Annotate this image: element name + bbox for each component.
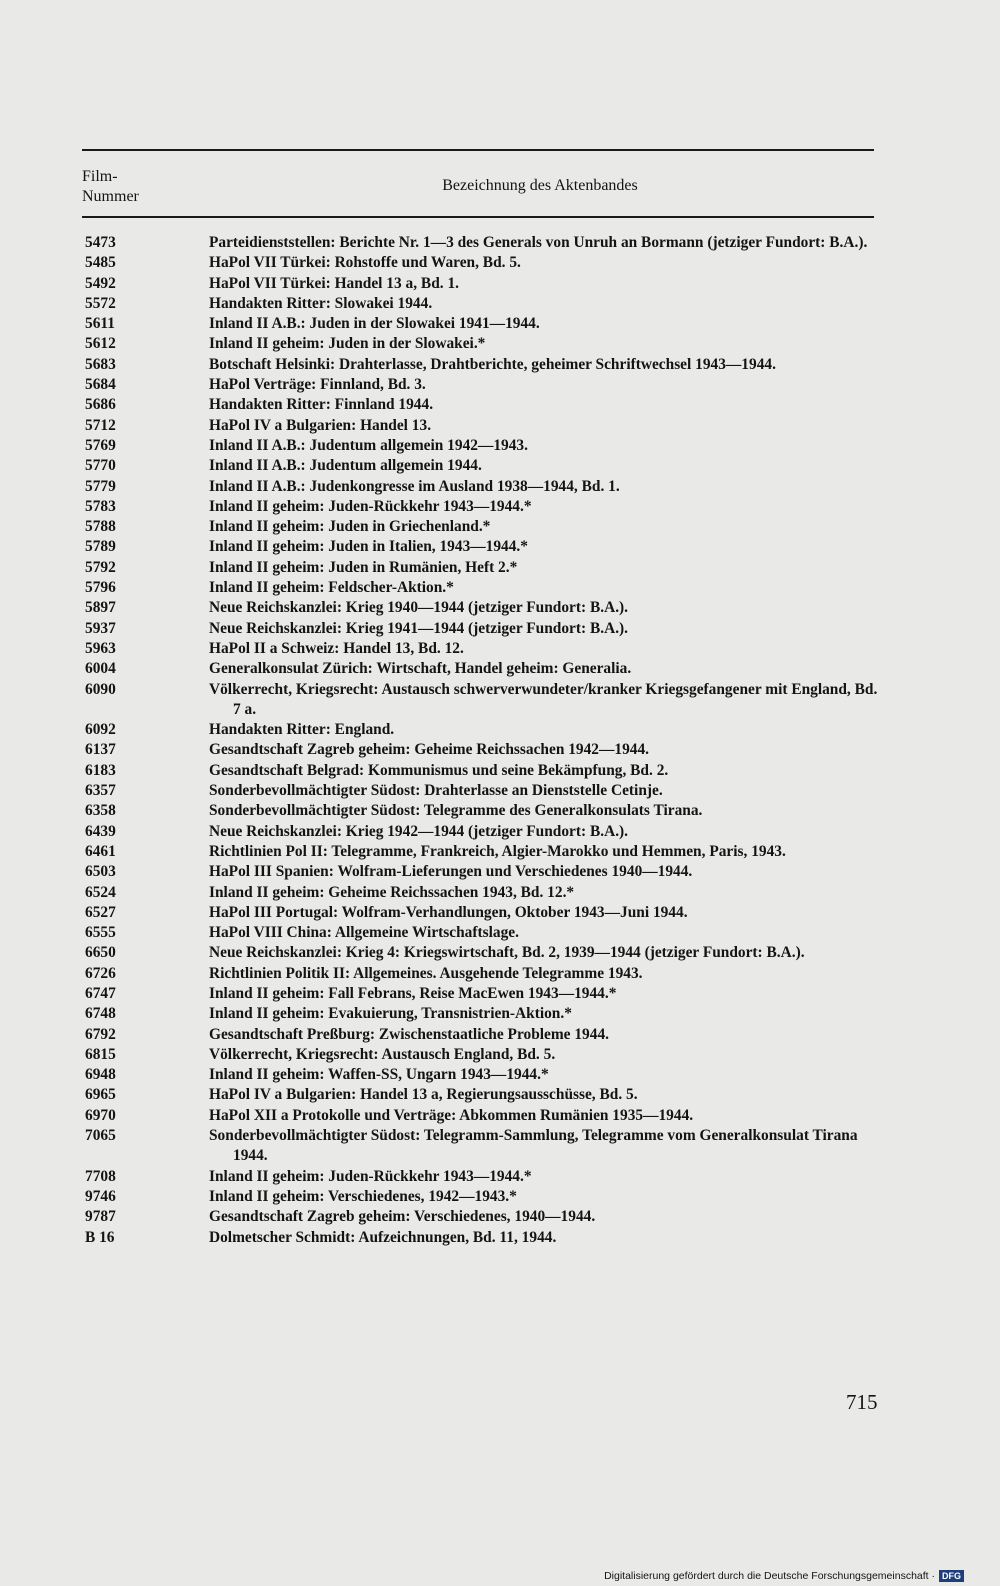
film-number: 6815 [85, 1045, 116, 1063]
film-number: 6503 [85, 863, 116, 881]
volume-description: Handakten Ritter: Slowakei 1944. [209, 294, 433, 312]
table-row [82, 314, 882, 334]
film-number: 5783 [85, 497, 116, 515]
table-row [82, 578, 882, 598]
film-number: 5770 [85, 457, 116, 475]
table-row [82, 334, 882, 354]
table-row [82, 781, 882, 801]
film-number: 6524 [85, 883, 116, 901]
table-row [82, 761, 882, 781]
column-header-description: Bezeichnung des Aktenbandes [442, 177, 638, 194]
dfg-logo: DFG [939, 1570, 964, 1582]
volume-description: Neue Reichskanzlei: Krieg 4: Kriegswirtschaft, Bd. 2, 1939—1944 (jetziger Fundort: B.A.). [209, 944, 805, 962]
film-number: 5612 [85, 335, 116, 353]
table-row [82, 294, 882, 314]
table-row [82, 659, 882, 679]
volume-description: Handakten Ritter: Finnland 1944. [209, 396, 434, 414]
volume-description: Dolmetscher Schmidt: Aufzeichnungen, Bd. 11, 1944. [209, 1228, 557, 1246]
film-number: 5963 [85, 639, 116, 657]
table-row [82, 822, 882, 842]
table-row [82, 1187, 882, 1207]
volume-description: HaPol IV a Bulgarien: Handel 13. [209, 416, 432, 434]
volume-description: Inland II geheim: Juden in der Slowakei.* [209, 335, 486, 353]
table-row [82, 720, 882, 740]
volume-description: Inland II geheim: Evakuierung, Transnistrien-Aktion.* [209, 1005, 572, 1023]
film-number: 6748 [85, 1005, 116, 1023]
film-number: 5796 [85, 579, 116, 597]
film-number: 6090 [85, 680, 116, 698]
volume-description: Völkerrecht, Kriegsrecht: Austausch England, Bd. 5. [209, 1045, 556, 1063]
film-number: 5684 [85, 376, 116, 394]
table-row [82, 842, 882, 862]
table-row [82, 639, 882, 659]
film-number: 5686 [85, 396, 116, 414]
film-number: 6004 [85, 660, 116, 678]
volume-description: Inland II geheim: Fall Febrans, Reise MacEwen 1943—1944.* [209, 984, 617, 1002]
table-row [82, 1004, 882, 1024]
volume-description: Völkerrecht, Kriegsrecht: Austausch schwerverwundeter/kranker Kriegsgefangener mit England, Bd. 7 a. [209, 680, 878, 718]
table-row [82, 1025, 882, 1045]
table-row [82, 1126, 882, 1167]
film-number: 6792 [85, 1025, 116, 1043]
volume-description: Gesandtschaft Zagreb geheim: Verschiedenes, 1940—1944. [209, 1208, 596, 1226]
film-number: 5792 [85, 558, 116, 576]
volume-description: Inland II geheim: Juden in Griechenland.* [209, 518, 491, 536]
volume-description: Inland II A.B.: Judentum allgemein 1944. [209, 457, 482, 475]
table-top-rule [82, 149, 874, 151]
film-number: 6948 [85, 1066, 116, 1084]
film-number: 6358 [85, 802, 116, 820]
film-number: 6183 [85, 761, 116, 779]
film-number: 5473 [85, 234, 116, 251]
table-row [82, 680, 882, 721]
table-row [82, 456, 882, 476]
film-number: 5897 [85, 599, 116, 617]
film-number: 6747 [85, 984, 116, 1002]
volume-description: Sonderbevollmächtigter Südost: Telegramme des Generalkonsulats Tirana. [209, 802, 703, 820]
footer-credit [604, 1570, 964, 1582]
volume-description: Inland II A.B.: Juden in der Slowakei 1941—1944. [209, 315, 540, 333]
film-number: 5779 [85, 477, 116, 495]
table-row [82, 253, 882, 273]
footer-text: Digitalisierung gefördert durch die Deutsche Forschungsgemeinschaft · [604, 1570, 935, 1582]
table-header-rule [82, 216, 874, 218]
volume-description: Inland II geheim: Geheime Reichssachen 1943, Bd. 12.* [209, 883, 575, 901]
film-number: 5937 [85, 619, 116, 637]
table-row [82, 537, 882, 557]
volume-description: Handakten Ritter: England. [209, 721, 395, 739]
volume-description: HaPol Verträge: Finnland, Bd. 3. [209, 376, 426, 394]
film-number: 6965 [85, 1086, 116, 1104]
film-number: 5492 [85, 274, 116, 292]
film-number: 6650 [85, 944, 116, 962]
volume-description: Gesandtschaft Zagreb geheim: Geheime Reichssachen 1942—1944. [209, 741, 650, 759]
volume-description: Inland II geheim: Juden-Rückkehr 1943—1944.* [209, 1167, 532, 1185]
film-number: 6555 [85, 924, 116, 942]
table-body [82, 233, 882, 1248]
table-row [82, 923, 882, 943]
film-number: 9746 [85, 1187, 116, 1205]
film-number: 5789 [85, 538, 116, 556]
volume-description: Inland II geheim: Waffen-SS, Ungarn 1943—1944.* [209, 1066, 549, 1084]
film-number: 5683 [85, 355, 116, 373]
table-row [82, 943, 882, 963]
film-number: 7065 [85, 1127, 116, 1145]
volume-description: HaPol VIII China: Allgemeine Wirtschaftslage. [209, 924, 519, 942]
film-number: 6527 [85, 903, 116, 921]
table-row [82, 801, 882, 821]
volume-description: Sonderbevollmächtigter Südost: Telegramm-Sammlung, Telegramme vom Generalkonsulat Tirana 1944. [209, 1127, 858, 1165]
volume-description: Neue Reichskanzlei: Krieg 1941—1944 (jetziger Fundort: B.A.). [209, 619, 629, 637]
volume-description: Inland II geheim: Feldscher-Aktion.* [209, 579, 454, 597]
table-row [82, 1045, 882, 1065]
table-row [82, 416, 882, 436]
volume-description: Inland II geheim: Verschiedenes, 1942—1943.* [209, 1187, 517, 1205]
table-row [82, 1167, 882, 1187]
volume-description: Richtlinien Pol II: Telegramme, Frankreich, Algier-Marokko und Hemmen, Paris, 1943. [209, 842, 786, 860]
table-row [82, 964, 882, 984]
film-number: 6357 [85, 782, 116, 800]
volume-description: HaPol VII Türkei: Rohstoffe und Waren, Bd. 5. [209, 254, 521, 272]
volume-description: Generalkonsulat Zürich: Wirtschaft, Handel geheim: Generalia. [209, 660, 632, 678]
volume-description: Parteidienststellen: Berichte Nr. 1—3 des Generals von Unruh an Bormann (jetziger Fundort: B.A.). [209, 234, 868, 251]
table-row [82, 355, 882, 375]
film-number: 5712 [85, 416, 116, 434]
volume-description: Inland II geheim: Juden in Italien, 1943—1944.* [209, 538, 528, 556]
table-row [82, 740, 882, 760]
volume-description: HaPol III Spanien: Wolfram-Lieferungen und Verschiedenes 1940—1944. [209, 863, 693, 881]
film-number: 5788 [85, 518, 116, 536]
table-row [82, 1207, 882, 1227]
film-number: 5485 [85, 254, 116, 272]
table-row [82, 903, 882, 923]
volume-description: Inland II geheim: Juden-Rückkehr 1943—1944.* [209, 497, 532, 515]
volume-description: Neue Reichskanzlei: Krieg 1942—1944 (jetziger Fundort: B.A.). [209, 822, 629, 840]
film-number: 6092 [85, 721, 116, 739]
table-row [82, 883, 882, 903]
page-number: 715 [846, 1390, 878, 1414]
film-number: 6726 [85, 964, 116, 982]
film-number: 6439 [85, 822, 116, 840]
table-row [82, 497, 882, 517]
volume-description: Botschaft Helsinki: Drahterlasse, Drahtberichte, geheimer Schriftwechsel 1943—1944. [209, 355, 776, 373]
column-header-film-number: Film- Nummer [82, 168, 139, 205]
table-row [82, 1065, 882, 1085]
film-number: 5611 [85, 315, 115, 333]
table-row [82, 862, 882, 882]
film-number: 5769 [85, 436, 116, 454]
volume-description: Gesandtschaft Belgrad: Kommunismus und seine Bekämpfung, Bd. 2. [209, 761, 669, 779]
table-row [82, 1085, 882, 1105]
table-row [82, 477, 882, 497]
table-row [82, 436, 882, 456]
table-row [82, 233, 882, 253]
volume-description: Inland II geheim: Juden in Rumänien, Heft 2.* [209, 558, 518, 576]
film-number: 6137 [85, 741, 116, 759]
volume-description: HaPol IV a Bulgarien: Handel 13 a, Regierungsausschüsse, Bd. 5. [209, 1086, 638, 1104]
table-row [82, 558, 882, 578]
volume-description: Inland II A.B.: Judentum allgemein 1942—1943. [209, 436, 528, 454]
table-row [82, 984, 882, 1004]
volume-description: Richtlinien Politik II: Allgemeines. Ausgehende Telegramme 1943. [209, 964, 643, 982]
volume-description: HaPol III Portugal: Wolfram-Verhandlungen, Oktober 1943—Juni 1944. [209, 903, 688, 921]
volume-description: HaPol XII a Protokolle und Verträge: Abkommen Rumänien 1935—1944. [209, 1106, 694, 1124]
volume-description: Neue Reichskanzlei: Krieg 1940—1944 (jetziger Fundort: B.A.). [209, 599, 629, 617]
volume-description: Inland II A.B.: Judenkongresse im Ausland 1938—1944, Bd. 1. [209, 477, 620, 495]
film-number: 6970 [85, 1106, 116, 1124]
volume-description: HaPol II a Schweiz: Handel 13, Bd. 12. [209, 639, 464, 657]
table-row [82, 619, 882, 639]
film-number: 9787 [85, 1208, 116, 1226]
film-number: 5572 [85, 294, 116, 312]
volume-description: HaPol VII Türkei: Handel 13 a, Bd. 1. [209, 274, 459, 292]
table-row [82, 395, 882, 415]
table-row [82, 598, 882, 618]
table-row [82, 1106, 882, 1126]
table-row [82, 1228, 882, 1248]
film-number: B 16 [85, 1228, 115, 1246]
table-row [82, 517, 882, 537]
film-number: 7708 [85, 1167, 116, 1185]
volume-description: Sonderbevollmächtigter Südost: Drahterlasse an Dienststelle Cetinje. [209, 782, 663, 800]
table-row [82, 375, 882, 395]
volume-description: Gesandtschaft Preßburg: Zwischenstaatliche Probleme 1944. [209, 1025, 609, 1043]
film-number: 6461 [85, 842, 116, 860]
table-row [82, 274, 882, 294]
